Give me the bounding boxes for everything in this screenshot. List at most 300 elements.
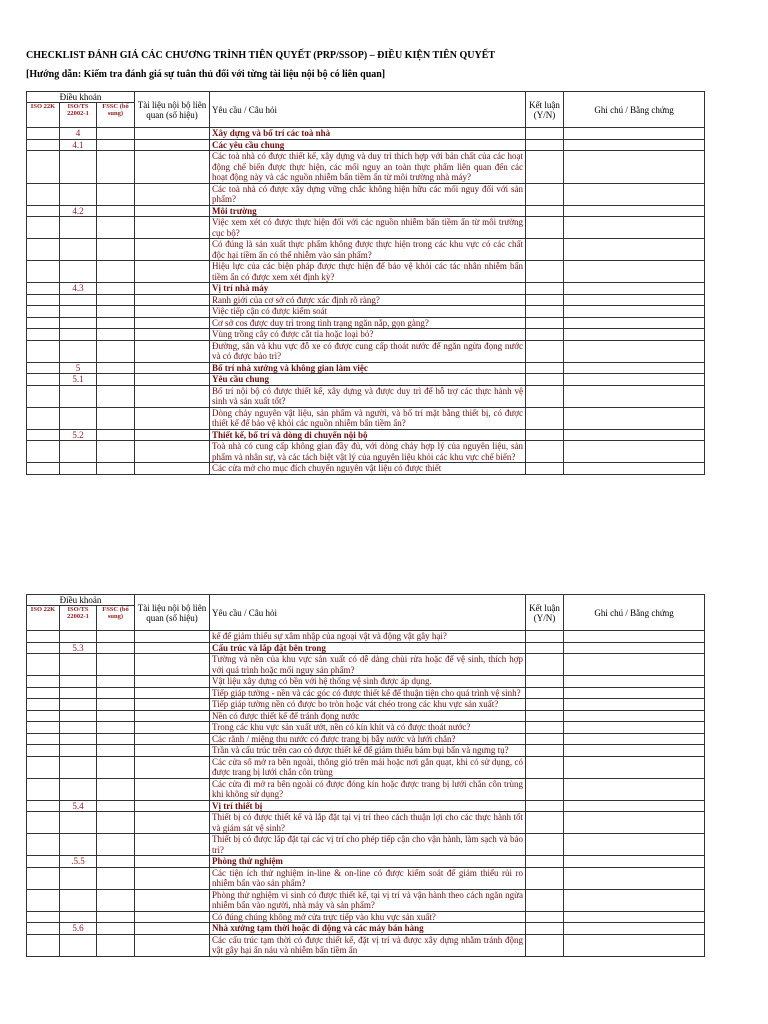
cell-iso	[27, 911, 60, 923]
clause-number	[60, 687, 97, 699]
cell-result[interactable]	[526, 710, 564, 722]
cell-result[interactable]	[526, 699, 564, 711]
cell-note[interactable]	[564, 856, 705, 868]
checklist-row	[27, 834, 705, 856]
cell-note[interactable]	[564, 340, 705, 362]
cell-note[interactable]	[564, 407, 705, 429]
cell-iso	[27, 722, 60, 734]
cell-note[interactable]	[564, 631, 705, 643]
section-heading: Vị trí thiết bị	[210, 800, 526, 812]
cell-note[interactable]	[564, 654, 705, 676]
cell-iso	[27, 362, 60, 374]
cell-fssc	[97, 676, 135, 688]
cell-note[interactable]	[564, 463, 705, 475]
checklist-row	[27, 687, 705, 699]
cell-fssc	[97, 778, 135, 800]
clause-number	[60, 745, 97, 757]
requirement-text: Ranh giới của cơ sở có được xác định rõ ràng?	[210, 294, 526, 306]
cell-fssc	[97, 722, 135, 734]
checklist-row	[27, 654, 705, 676]
cell-result[interactable]	[526, 778, 564, 800]
cell-note[interactable]	[564, 699, 705, 711]
cell-result[interactable]	[526, 733, 564, 745]
cell-fssc	[97, 441, 135, 463]
cell-note[interactable]	[564, 151, 705, 184]
cell-note[interactable]	[564, 745, 705, 757]
cell-note[interactable]	[564, 374, 705, 386]
requirement-text: Các toà nhà có được xây dựng vững chắc không hiện hữu các mối nguy đối với sản phẩm?	[210, 183, 526, 205]
clause-number: .5.5	[60, 856, 97, 868]
cell-note[interactable]	[564, 889, 705, 911]
cell-iso	[27, 756, 60, 778]
cell-doc[interactable]	[135, 834, 210, 856]
checklist-row	[27, 778, 705, 800]
checklist-row	[27, 239, 705, 261]
clause-number	[60, 329, 97, 341]
clause-number	[60, 441, 97, 463]
cell-iso	[27, 631, 60, 643]
cell-iso	[27, 139, 60, 151]
header-note: Ghi chú / Bằng chứng	[564, 92, 705, 128]
checklist-row	[27, 374, 705, 386]
requirement-text: Các rãnh / miệng thu nước có được trang bị bẫy nước và lưới chắn?	[210, 733, 526, 745]
cell-doc[interactable]	[135, 676, 210, 688]
cell-doc[interactable]	[135, 340, 210, 362]
cell-fssc	[97, 374, 135, 386]
requirement-text: Các cửa đi mở ra bên ngoài có được đóng kín hoặc được trang bị lưới chắn côn trùng khi không sử dụng?	[210, 778, 526, 800]
cell-fssc	[97, 362, 135, 374]
cell-result[interactable]	[526, 205, 564, 217]
section-heading: Môi trường	[210, 205, 526, 217]
cell-fssc	[97, 800, 135, 812]
cell-result[interactable]	[526, 239, 564, 261]
cell-doc[interactable]	[135, 362, 210, 374]
cell-doc[interactable]	[135, 889, 210, 911]
checklist-row	[27, 329, 705, 341]
requirement-text: Các cửa sổ mở ra bên ngoài, thông gió trên mái hoặc nơi gắn quạt, khi có sử dụng, có được trang bị lưới chắn côn trùng	[210, 756, 526, 778]
cell-doc[interactable]	[135, 429, 210, 441]
cell-note[interactable]	[564, 923, 705, 935]
cell-doc[interactable]	[135, 687, 210, 699]
cell-doc[interactable]	[135, 239, 210, 261]
requirement-text: Trần và cấu trúc trên cao có được thiết kế để giảm thiểu bám bụi bẩn và ngưng tụ?	[210, 745, 526, 757]
cell-doc[interactable]	[135, 306, 210, 318]
clause-number: 5.6	[60, 923, 97, 935]
cell-fssc	[97, 205, 135, 217]
cell-fssc	[97, 856, 135, 868]
cell-note[interactable]	[564, 261, 705, 283]
cell-doc[interactable]	[135, 911, 210, 923]
clause-number: 5.4	[60, 800, 97, 812]
cell-doc[interactable]	[135, 463, 210, 475]
cell-iso	[27, 429, 60, 441]
cell-note[interactable]	[564, 812, 705, 834]
cell-note[interactable]	[564, 362, 705, 374]
cell-note[interactable]	[564, 778, 705, 800]
cell-note[interactable]	[564, 317, 705, 329]
cell-iso	[27, 294, 60, 306]
section-heading: Các yêu cầu chung	[210, 139, 526, 151]
cell-fssc	[97, 217, 135, 239]
cell-iso	[27, 261, 60, 283]
requirement-text: Tiếp giáp tường - nền và các góc có được thiết kế để thuận tiện cho quá trình vệ sinh?	[210, 687, 526, 699]
checklist-row	[27, 385, 705, 407]
cell-fssc	[97, 385, 135, 407]
cell-doc[interactable]	[135, 699, 210, 711]
clause-number	[60, 934, 97, 956]
checklist-row	[27, 812, 705, 834]
clause-number	[60, 722, 97, 734]
cell-iso	[27, 867, 60, 889]
cell-note[interactable]	[564, 283, 705, 295]
requirement-text: Các cấu trúc tạm thời có được thiết kế, đặt vị trí và được xây dựng nhằm tránh động vật gây hại ẩn náu và nhiễm bẩn tiềm ẩn	[210, 934, 526, 956]
cell-fssc	[97, 756, 135, 778]
cell-doc[interactable]	[135, 151, 210, 184]
cell-doc[interactable]	[135, 923, 210, 935]
cell-result[interactable]	[526, 800, 564, 812]
clause-number	[60, 699, 97, 711]
requirement-text: Có đúng là sản xuất thực phẩm không được thực hiện trong các khu vực có các chất độc hại tiềm ẩn có thể nhiễm vào sản phẩm?	[210, 239, 526, 261]
requirement-text: Vùng trồng cây có được cắt tỉa hoặc loại bỏ?	[210, 329, 526, 341]
checklist-row	[27, 934, 705, 956]
cell-result[interactable]	[526, 294, 564, 306]
checklist-row	[27, 139, 705, 151]
checklist-row	[27, 217, 705, 239]
cell-note[interactable]	[564, 429, 705, 441]
cell-result[interactable]	[526, 631, 564, 643]
cell-result[interactable]	[526, 867, 564, 889]
cell-result[interactable]	[526, 385, 564, 407]
section-heading: Cấu trúc và lắp đặt bên trong	[210, 642, 526, 654]
cell-doc[interactable]	[135, 710, 210, 722]
clause-number: 5.3	[60, 642, 97, 654]
cell-result[interactable]	[526, 261, 564, 283]
cell-doc[interactable]	[135, 733, 210, 745]
header-req: Yêu cầu / Câu hỏi	[210, 92, 526, 128]
cell-fssc	[97, 911, 135, 923]
cell-fssc	[97, 283, 135, 295]
checklist-row	[27, 722, 705, 734]
cell-doc[interactable]	[135, 294, 210, 306]
cell-note[interactable]	[564, 306, 705, 318]
section-heading: Yêu cầu chung	[210, 374, 526, 386]
header-req: Yêu cầu / Câu hỏi	[210, 595, 526, 631]
cell-doc[interactable]	[135, 205, 210, 217]
cell-result[interactable]	[526, 128, 564, 140]
clause-number	[60, 151, 97, 184]
requirement-text: Việc xem xét có được thực hiện đối với các nguồn nhiễm bẩn tiềm ẩn từ môi trường cục bộ?	[210, 217, 526, 239]
cell-iso	[27, 856, 60, 868]
requirement-text: Có đúng chúng không mở cửa trực tiếp vào khu vực sản xuất?	[210, 911, 526, 923]
cell-result[interactable]	[526, 362, 564, 374]
cell-result[interactable]	[526, 183, 564, 205]
checklist-body-2	[27, 631, 705, 957]
cell-note[interactable]	[564, 205, 705, 217]
cell-note[interactable]	[564, 441, 705, 463]
section-heading: Phòng thử nghiệm	[210, 856, 526, 868]
cell-result[interactable]	[526, 217, 564, 239]
cell-fssc	[97, 139, 135, 151]
cell-result[interactable]	[526, 934, 564, 956]
cell-iso	[27, 128, 60, 140]
cell-note[interactable]	[564, 710, 705, 722]
cell-doc[interactable]	[135, 217, 210, 239]
cell-doc[interactable]	[135, 631, 210, 643]
cell-iso	[27, 800, 60, 812]
cell-result[interactable]	[526, 642, 564, 654]
cell-fssc	[97, 867, 135, 889]
cell-doc[interactable]	[135, 374, 210, 386]
checklist-row	[27, 867, 705, 889]
cell-fssc	[97, 834, 135, 856]
requirement-text: Nền có được thiết kế để tránh đọng nước	[210, 710, 526, 722]
cell-doc[interactable]	[135, 139, 210, 151]
cell-iso	[27, 654, 60, 676]
clause-number	[60, 756, 97, 778]
checklist-row	[27, 362, 705, 374]
cell-doc[interactable]	[135, 812, 210, 834]
cell-doc[interactable]	[135, 800, 210, 812]
header-doc: Tài liệu nội bộ liên quan (số hiệu)	[135, 92, 210, 128]
cell-iso	[27, 385, 60, 407]
cell-result[interactable]	[526, 283, 564, 295]
cell-result[interactable]	[526, 151, 564, 184]
cell-note[interactable]	[564, 722, 705, 734]
clause-number	[60, 239, 97, 261]
checklist-row	[27, 800, 705, 812]
checklist-row	[27, 340, 705, 362]
cell-result[interactable]	[526, 722, 564, 734]
cell-fssc	[97, 329, 135, 341]
cell-doc[interactable]	[135, 261, 210, 283]
cell-note[interactable]	[564, 329, 705, 341]
cell-result[interactable]	[526, 911, 564, 923]
requirement-text: kế để giảm thiểu sự xâm nhập của ngoại vật và động vật gây hại?	[210, 631, 526, 643]
clause-number: 4.3	[60, 283, 97, 295]
cell-result[interactable]	[526, 139, 564, 151]
cell-result[interactable]	[526, 889, 564, 911]
cell-note[interactable]	[564, 139, 705, 151]
cell-doc[interactable]	[135, 385, 210, 407]
cell-fssc	[97, 654, 135, 676]
cell-iso	[27, 889, 60, 911]
cell-doc[interactable]	[135, 642, 210, 654]
cell-iso	[27, 239, 60, 261]
cell-result[interactable]	[526, 463, 564, 475]
cell-iso	[27, 934, 60, 956]
cell-note[interactable]	[564, 834, 705, 856]
cell-iso	[27, 710, 60, 722]
cell-note[interactable]	[564, 239, 705, 261]
cell-result[interactable]	[526, 374, 564, 386]
cell-note[interactable]	[564, 800, 705, 812]
header-ts: ISO/TS 22002-1	[60, 606, 97, 631]
clause-number	[60, 631, 97, 643]
cell-result[interactable]	[526, 407, 564, 429]
cell-doc[interactable]	[135, 183, 210, 205]
cell-note[interactable]	[564, 733, 705, 745]
checklist-table-2	[26, 594, 705, 957]
cell-iso	[27, 778, 60, 800]
cell-result[interactable]	[526, 856, 564, 868]
cell-note[interactable]	[564, 385, 705, 407]
cell-fssc	[97, 733, 135, 745]
cell-doc[interactable]	[135, 934, 210, 956]
clause-number	[60, 407, 97, 429]
header-clause: Điều khoản	[27, 92, 135, 103]
cell-fssc	[97, 183, 135, 205]
cell-result[interactable]	[526, 834, 564, 856]
cell-iso	[27, 676, 60, 688]
checklist-table-1	[26, 91, 705, 475]
header-result: Kết luận (Y/N)	[526, 595, 564, 631]
clause-number	[60, 834, 97, 856]
cell-fssc	[97, 699, 135, 711]
cell-note[interactable]	[564, 642, 705, 654]
requirement-text: Tiếp giáp tường nền có được bo tròn hoặc vát chéo trong các khu vực sản xuất?	[210, 699, 526, 711]
checklist-row	[27, 699, 705, 711]
checklist-row	[27, 283, 705, 295]
cell-fssc	[97, 889, 135, 911]
cell-iso	[27, 217, 60, 239]
cell-fssc	[97, 407, 135, 429]
cell-result[interactable]	[526, 687, 564, 699]
requirement-text: Trong các khu vực sản xuất ướt, nền có kín khít và có được thoát nước?	[210, 722, 526, 734]
clause-number	[60, 911, 97, 923]
cell-doc[interactable]	[135, 654, 210, 676]
cell-doc[interactable]	[135, 441, 210, 463]
requirement-text: Toà nhà có cung cấp không gian đầy đủ, với dòng chảy hợp lý của nguyên liệu, sản phẩm và nhân sự, và các tách biệt vật lý của nguyên liệu khỏi các khu vực chế biến?	[210, 441, 526, 463]
requirement-text: Hiệu lực của các biện pháp được thực hiện để bảo vệ khỏi các tác nhân nhiễm bẩn tiềm ẩn có được xem xét định kỳ?	[210, 261, 526, 283]
cell-fssc	[97, 128, 135, 140]
cell-fssc	[97, 429, 135, 441]
cell-result[interactable]	[526, 340, 564, 362]
cell-result[interactable]	[526, 923, 564, 935]
cell-doc[interactable]	[135, 756, 210, 778]
cell-doc[interactable]	[135, 128, 210, 140]
requirement-text: Dòng chảy nguyên vật liệu, sản phẩm và người, và bố trí mặt bằng thiết bị, có được thiết kế để bảo vệ khỏi các nguồn nhiễm bẩn tiềm ẩn?	[210, 407, 526, 429]
cell-fssc	[97, 631, 135, 643]
cell-result[interactable]	[526, 306, 564, 318]
clause-number	[60, 294, 97, 306]
header-fssc: FSSC (bổ sung)	[97, 606, 135, 631]
clause-number	[60, 778, 97, 800]
cell-result[interactable]	[526, 812, 564, 834]
cell-iso	[27, 463, 60, 475]
cell-fssc	[97, 642, 135, 654]
cell-result[interactable]	[526, 676, 564, 688]
clause-number	[60, 733, 97, 745]
cell-note[interactable]	[564, 294, 705, 306]
cell-fssc	[97, 812, 135, 834]
clause-number	[60, 340, 97, 362]
requirement-text: Đường, sân và khu vực đỗ xe có được cung cấp thoát nước để ngăn ngừa đọng nước và có được bảo trì?	[210, 340, 526, 362]
header-note: Ghi chú / Bằng chứng	[564, 595, 705, 631]
checklist-row	[27, 429, 705, 441]
cell-iso	[27, 340, 60, 362]
cell-doc[interactable]	[135, 329, 210, 341]
checklist-row	[27, 317, 705, 329]
cell-doc[interactable]	[135, 867, 210, 889]
clause-number	[60, 676, 97, 688]
cell-note[interactable]	[564, 128, 705, 140]
cell-fssc	[97, 463, 135, 475]
cell-doc[interactable]	[135, 317, 210, 329]
cell-iso	[27, 733, 60, 745]
cell-result[interactable]	[526, 756, 564, 778]
cell-note[interactable]	[564, 934, 705, 956]
header-clause: Điều khoản	[27, 595, 135, 606]
requirement-text: Thiết bị có được lắp đặt tại các vị trí cho phép tiếp cận cho vận hành, làm sạch và bảo trì?	[210, 834, 526, 856]
cell-doc[interactable]	[135, 778, 210, 800]
checklist-row	[27, 923, 705, 935]
cell-note[interactable]	[564, 867, 705, 889]
clause-number: 4.2	[60, 205, 97, 217]
cell-note[interactable]	[564, 676, 705, 688]
checklist-row	[27, 889, 705, 911]
cell-fssc	[97, 294, 135, 306]
cell-fssc	[97, 710, 135, 722]
checklist-row	[27, 756, 705, 778]
cell-result[interactable]	[526, 429, 564, 441]
cell-result[interactable]	[526, 441, 564, 463]
cell-note[interactable]	[564, 217, 705, 239]
cell-iso	[27, 407, 60, 429]
cell-iso	[27, 329, 60, 341]
cell-note[interactable]	[564, 756, 705, 778]
cell-note[interactable]	[564, 911, 705, 923]
checklist-row	[27, 631, 705, 643]
checklist-body-1	[27, 128, 705, 475]
cell-result[interactable]	[526, 317, 564, 329]
checklist-row	[27, 261, 705, 283]
header-ts: ISO/TS 22002-1	[60, 103, 97, 128]
cell-result[interactable]	[526, 654, 564, 676]
clause-number	[60, 217, 97, 239]
cell-doc[interactable]	[135, 407, 210, 429]
header-result: Kết luận (Y/N)	[526, 92, 564, 128]
requirement-text: Các toà nhà có được thiết kế, xây dựng và duy trì thích hợp với bản chất của các hoạt động chế biến được thực hiện, các mối nguy an toàn thực phẩm liên quan đến các hoạt động này và các nguồn nhiễm bẩn tiềm ẩn từ môi trường nhà máy?	[210, 151, 526, 184]
page-title: CHECKLIST ĐÁNH GIÁ CÁC CHƯƠNG TRÌNH TIÊN QUYẾT (PRP/SSOP) – ĐIỀU KIỆN TIÊN QUYẾT	[26, 50, 496, 61]
cell-iso	[27, 374, 60, 386]
cell-fssc	[97, 317, 135, 329]
clause-number	[60, 812, 97, 834]
cell-iso	[27, 699, 60, 711]
cell-iso	[27, 317, 60, 329]
requirement-text: Các cửa mở cho mục đích chuyển nguyên vật liệu có được thiết	[210, 463, 526, 475]
section-heading: Vị trí nhà máy	[210, 283, 526, 295]
cell-doc[interactable]	[135, 856, 210, 868]
clause-number	[60, 261, 97, 283]
cell-result[interactable]	[526, 329, 564, 341]
cell-note[interactable]	[564, 687, 705, 699]
clause-number	[60, 889, 97, 911]
cell-note[interactable]	[564, 183, 705, 205]
clause-number	[60, 183, 97, 205]
cell-doc[interactable]	[135, 283, 210, 295]
checklist-row	[27, 642, 705, 654]
cell-result[interactable]	[526, 745, 564, 757]
cell-fssc	[97, 340, 135, 362]
cell-iso	[27, 687, 60, 699]
cell-fssc	[97, 934, 135, 956]
requirement-text: Việc tiếp cận có được kiểm soát	[210, 306, 526, 318]
cell-doc[interactable]	[135, 745, 210, 757]
cell-doc[interactable]	[135, 722, 210, 734]
cell-fssc	[97, 745, 135, 757]
cell-fssc	[97, 306, 135, 318]
checklist-row	[27, 205, 705, 217]
